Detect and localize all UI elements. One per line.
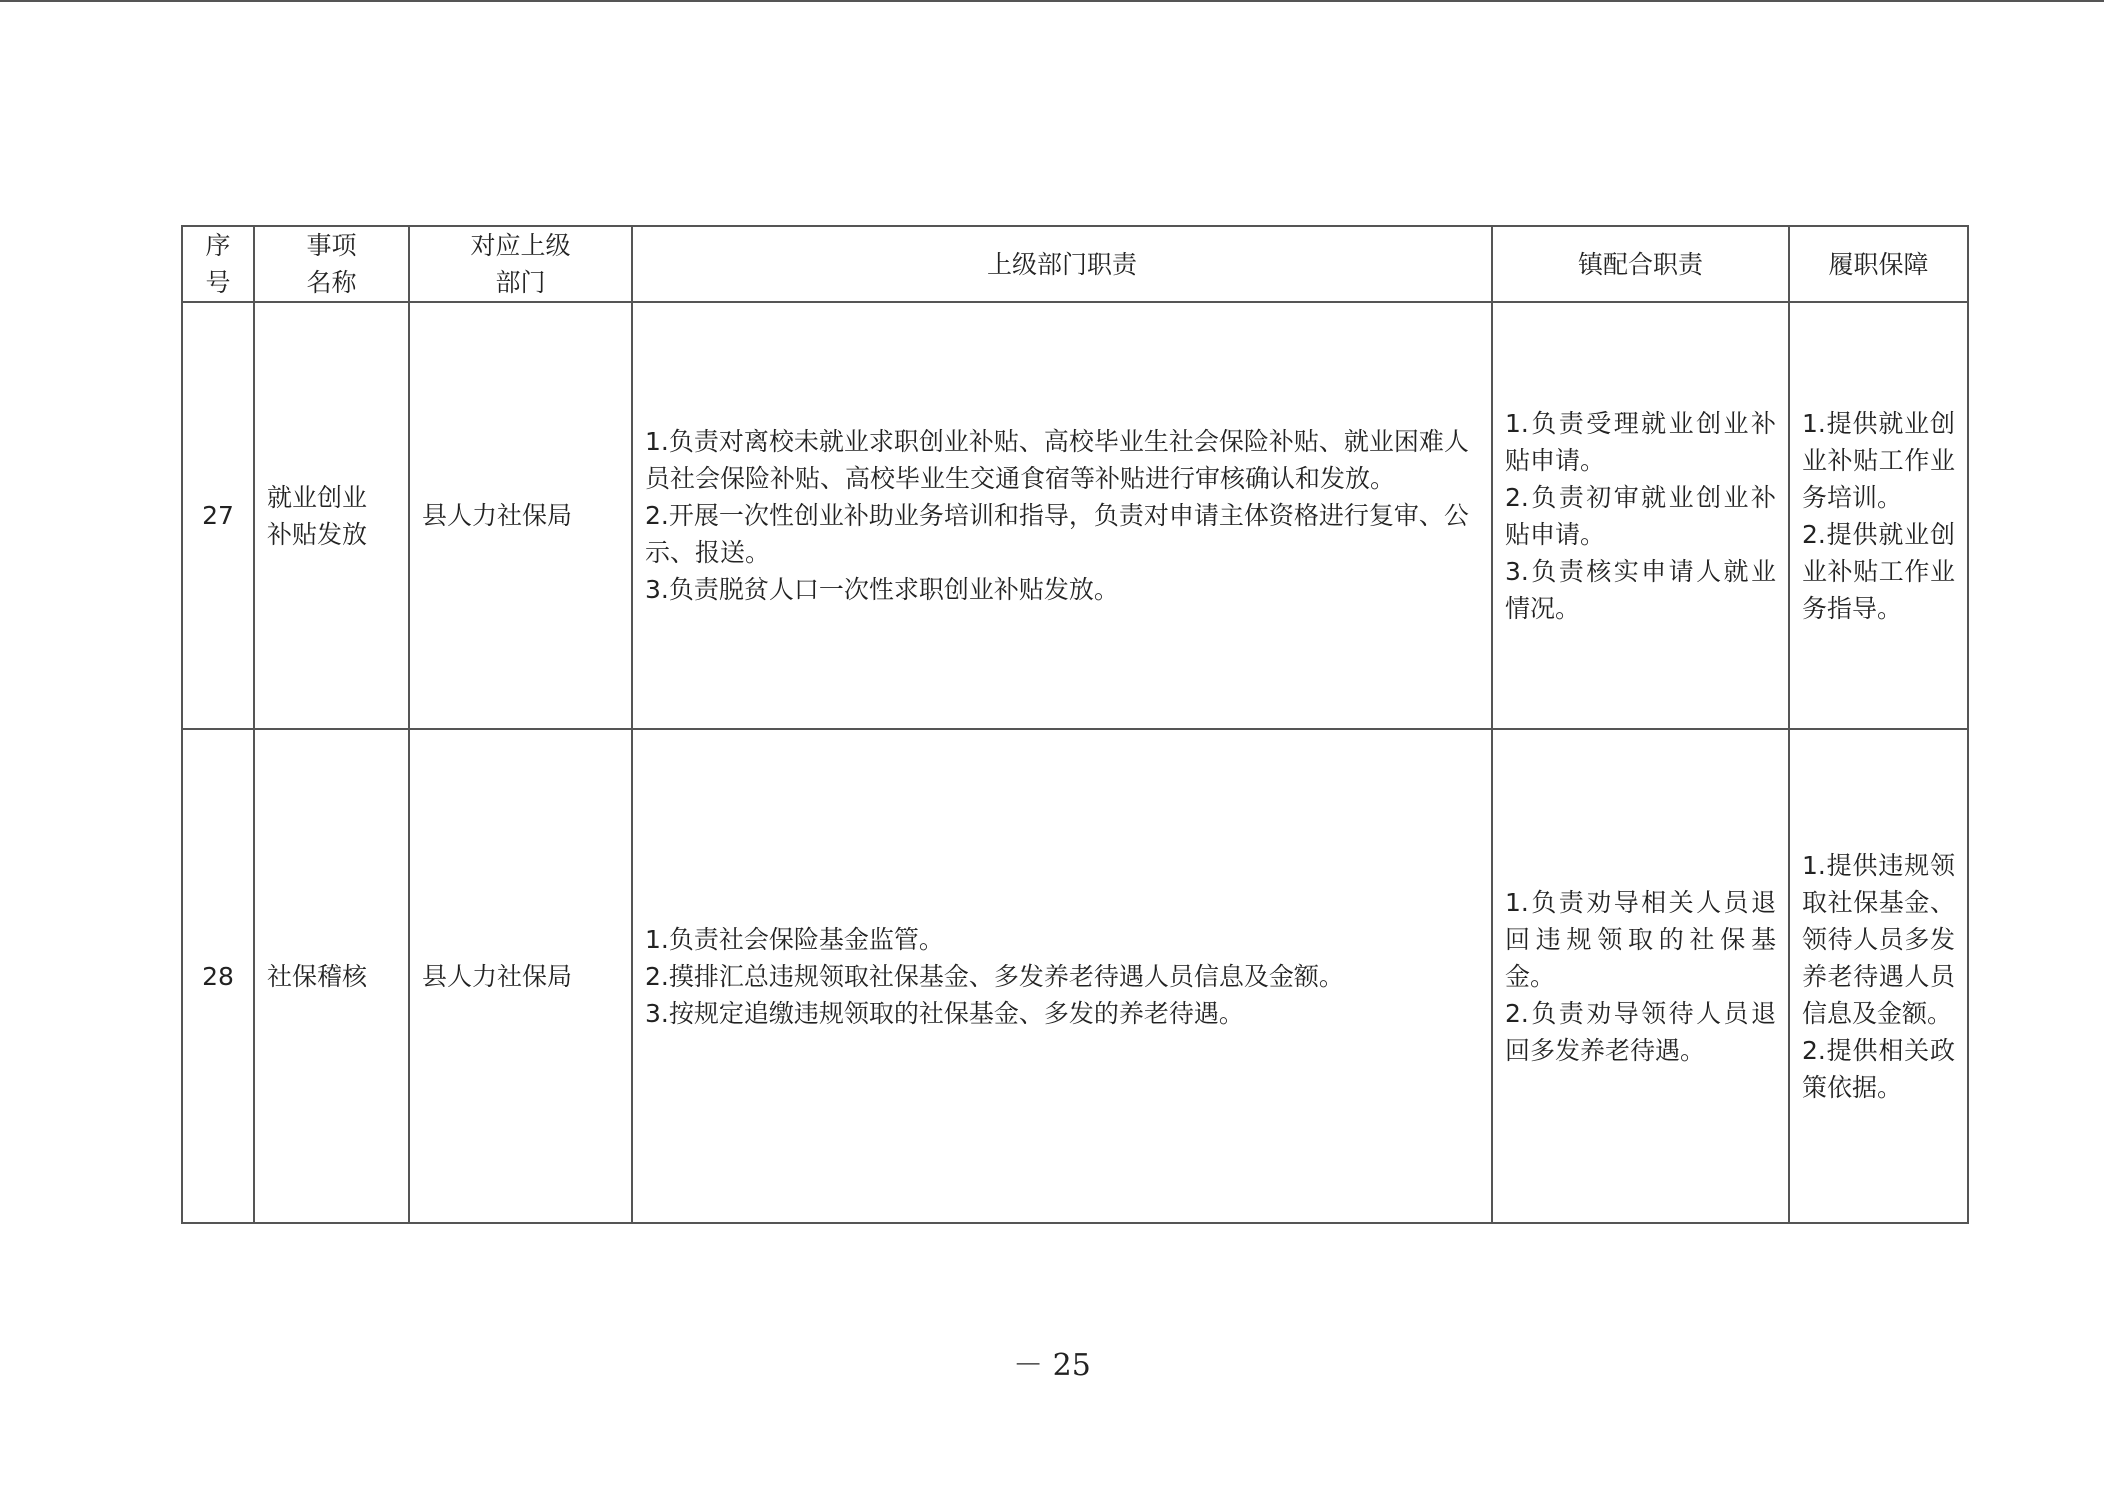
row-seq: 28	[182, 729, 254, 1223]
row-town-duties: 1.负责劝导相关人员退回违规领取的社保基金。 2.负责劝导领待人员退回多发养老待遇。	[1492, 729, 1789, 1223]
row-upper-dept: 县人力社保局	[409, 729, 632, 1223]
header-town-duties: 镇配合职责	[1492, 226, 1789, 302]
header-upper-duties: 上级部门职责	[632, 226, 1492, 302]
row-item-name: 社保稽核	[254, 729, 409, 1223]
page-top-border	[0, 0, 2104, 2]
row-seq: 27	[182, 302, 254, 729]
row-upper-duties: 1.负责社会保险基金监管。 2.摸排汇总违规领取社保基金、多发养老待遇人员信息及金额。 3.按规定追缴违规领取的社保基金、多发的养老待遇。	[632, 729, 1492, 1223]
row-town-duties: 1.负责受理就业创业补贴申请。 2.负责初审就业创业补贴申请。 3.负责核实申请人就业情况。	[1492, 302, 1789, 729]
duties-table	[181, 225, 1969, 1224]
table-row	[182, 729, 1968, 1223]
header-seq: 序 号	[182, 226, 254, 302]
table-row	[182, 302, 1968, 729]
row-upper-dept: 县人力社保局	[409, 302, 632, 729]
header-item-name: 事项 名称	[254, 226, 409, 302]
row-upper-duties: 1.负责对离校未就业求职创业补贴、高校毕业生社会保险补贴、就业困难人员社会保险补贴、高校毕业生交通食宿等补贴进行审核确认和发放。 2.开展一次性创业补助业务培训和指导，负责对申请主体资格进行复审、公示、报送。 3.负责脱贫人口一次性求职创业补贴发放。	[632, 302, 1492, 729]
row-item-name: 就业创业 补贴发放	[254, 302, 409, 729]
row-guarantee: 1.提供违规领取社保基金、领待人员多发养老待遇人员信息及金额。 2.提供相关政策依据。	[1789, 729, 1968, 1223]
row-guarantee: 1.提供就业创业补贴工作业务培训。 2.提供就业创业补贴工作业务指导。	[1789, 302, 1968, 729]
header-guarantee: 履职保障	[1789, 226, 1968, 302]
header-upper-dept: 对应上级 部门	[409, 226, 632, 302]
page-number: － 25	[1013, 1348, 1091, 1383]
table-header-row	[182, 226, 1968, 302]
